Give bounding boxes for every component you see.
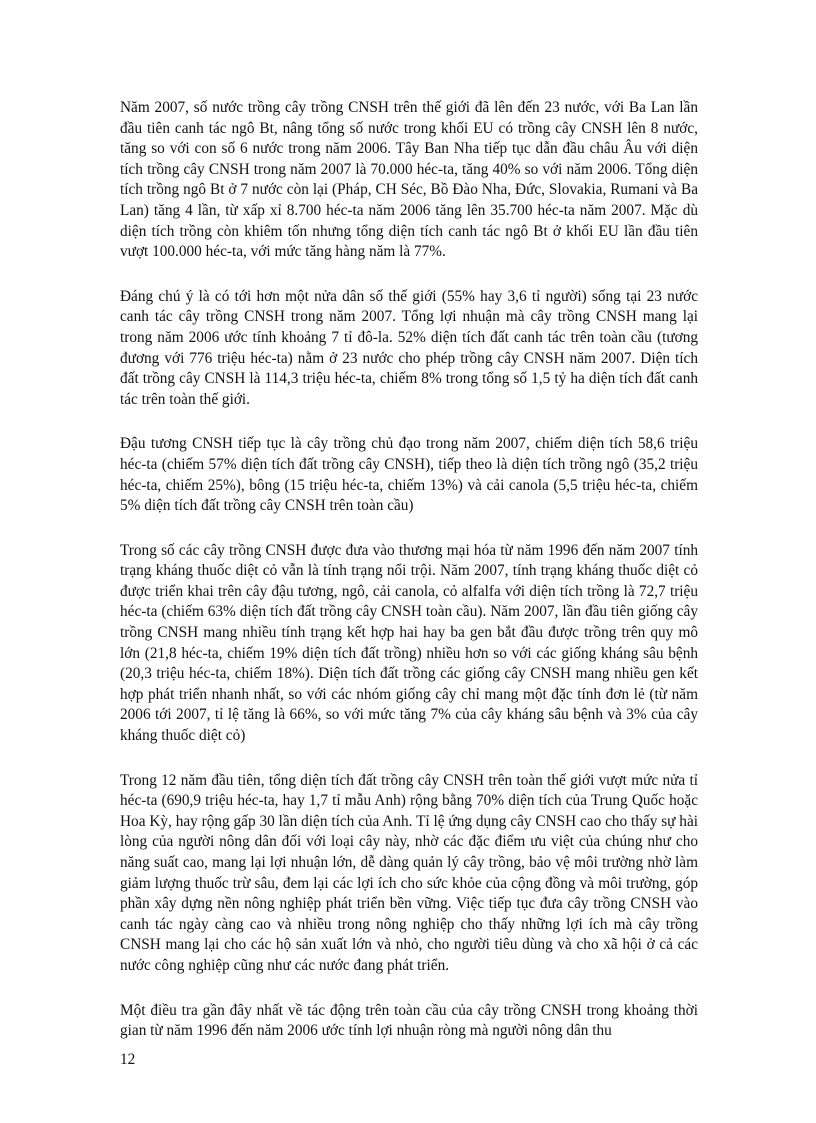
paragraph-eu-countries: Năm 2007, số nước trồng cây trồng CNSH trên thế giới đã lên đến 23 nước, với Ba Lan lần đầu tiên canh tác ngô Bt, nâng tổng số nước trong khối EU có trồng cây CNSH lên 8 nước, tăng so với con số 6 nước trong năm 2006. Tây Ban Nha tiếp tục dẫn đầu châu Âu với diện tích trồng cây CNSH trong năm 2007 là 70.000 héc-ta, tăng 40% so với năm 2006. Tổng diện tích trồng ngô Bt ở 7 nước còn lại (Pháp, CH Séc, Bồ Đào Nha, Đức, Slovakia, Rumani và Ba Lan) tăng 4 lần, từ xấp xỉ 8.700 héc-ta năm 2006 tăng lên 35.700 héc-ta năm 2007. Mặc dù diện tích trồng còn khiêm tốn nhưng tổng diện tích canh tác ngô Bt ở khối EU lần đầu tiên vượt 100.000 héc-ta, với mức tăng hàng năm là 77%. xyxy=(120,99,698,261)
page-number: 12 xyxy=(120,1051,136,1068)
document-body xyxy=(120,98,698,1066)
paragraph-global-survey: Một điều tra gần đây nhất về tác động trên toàn cầu của cây trồng CNSH trong khoảng thời gian từ năm 1996 đến năm 2006 ước tính lợi nhuận ròng mà người nông dân thu xyxy=(120,1001,698,1040)
paragraph-first-12-years: Trong 12 năm đầu tiên, tổng diện tích đất trồng cây CNSH trên toàn thế giới vượt mức nửa tỉ héc-ta (690,9 triệu héc-ta, hay 1,7 tỉ mẫu Anh) rộng bằng 70% diện tích của Trung Quốc hoặc Hoa Kỳ, hay rộng gấp 30 lần diện tích của Anh. Tỉ lệ ứng dụng cây CNSH cao cho thấy sự hài lòng của người nông dân đối với loại cây này, nhờ các đặc điểm ưu việt của chúng như cho năng suất cao, mang lại lợi nhuận lớn, dễ dàng quản lý cây trồng, bảo vệ môi trường nhờ làm giảm lượng thuốc trừ sâu, đem lại các lợi ích cho sức khỏe của cộng đồng và môi trường, góp phần xây dựng nền nông nghiệp phát triển bền vững. Việc tiếp tục đưa cây trồng CNSH vào canh tác ngày càng cao và nhiều trong nông nghiệp cho thấy những lợi ích mà cây trồng CNSH mang lại cho các hộ sản xuất lớn và nhỏ, cho người tiêu dùng và cho xã hội ở cả các nước công nghiệp cũng như các nước đang phát triển. xyxy=(120,771,698,974)
paragraph-world-population: Đáng chú ý là có tới hơn một nửa dân số thế giới (55% hay 3,6 tỉ người) sống tại 23 nước canh tác cây trồng CNSH trong năm 2007. Tổng lợi nhuận mà cây trồng CNSH mang lại trong năm 2006 ước tính khoảng 7 tỉ đô-la. 52% diện tích đất canh tác trên toàn cầu (tương đương với 776 triệu héc-ta) nằm ở 23 nước cho phép trồng cây CNSH năm 2007. Diện tích đất trồng cây CNSH là 114,3 triệu héc-ta, chiếm 8% trong tổng số 1,5 tỷ ha diện tích đất canh tác trên toàn thế giới. xyxy=(120,287,698,408)
paragraph-herbicide-tolerance: Trong số các cây trồng CNSH được đưa vào thương mại hóa từ năm 1996 đến năm 2007 tính trạng kháng thuốc diệt cỏ vẫn là tính trạng nổi trội. Năm 2007, tính trạng kháng thuốc diệt cỏ được triển khai trên cây đậu tương, ngô, cải canola, cỏ alfalfa với diện tích trồng là 72,7 triệu héc-ta (chiếm 63% diện tích đất trồng cây CNSH toàn cầu). Năm 2007, lần đầu tiên giống cây trồng CNSH mang nhiều tính trạng kết hợp hai hay ba gen bắt đầu được trồng trên quy mô lớn (21,8 héc-ta, chiếm 19% diện tích đất trồng) nhiều hơn so với các giống kháng sâu bệnh (20,3 triệu héc-ta, chiếm 18%). Diện tích đất trồng các giống cây CNSH mang nhiều gen kết hợp phát triển nhanh nhất, so với các nhóm giống cây chỉ mang một đặc tính đơn lẻ (từ năm 2006 tới 2007, tỉ lệ tăng là 66%, so với mức tăng 7% của cây kháng sâu bệnh và 3% của cây kháng thuốc diệt cỏ) xyxy=(120,541,698,745)
paragraph-soybean: Đậu tương CNSH tiếp tục là cây trồng chủ đạo trong năm 2007, chiếm diện tích 58,6 triệu héc-ta (chiếm 57% diện tích đất trồng cây CNSH), tiếp theo là diện tích trồng ngô (35,2 triệu héc-ta, chiếm 25%), bông (15 triệu héc-ta, chiếm 13%) và cải canola (5,5 triệu héc-ta, chiếm 5% diện tích đất trồng cây CNSH trên toàn cầu) xyxy=(120,435,698,515)
